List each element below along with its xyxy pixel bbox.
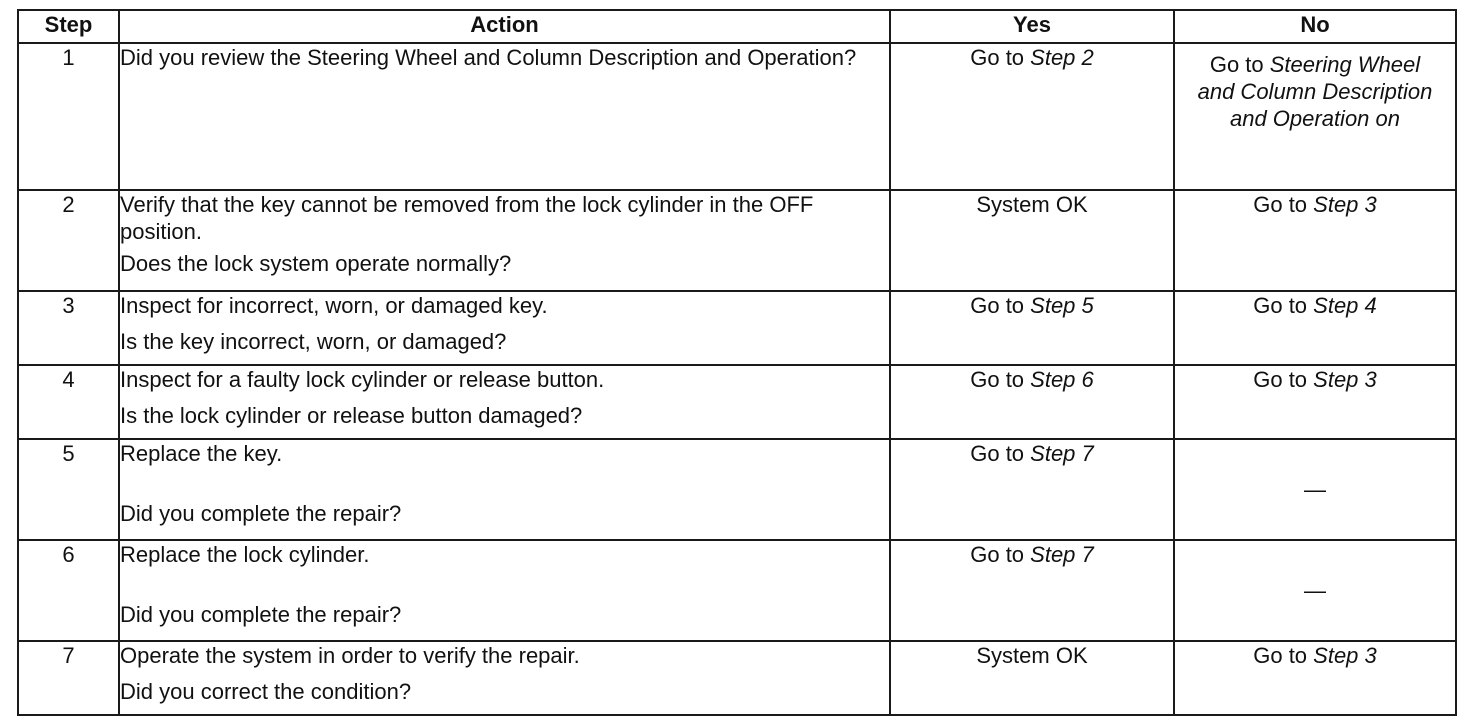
- yes-cell: [890, 641, 1174, 715]
- action-cell: [119, 641, 890, 715]
- step-number: 1: [18, 43, 119, 190]
- no-step-link[interactable]: Step 3: [1313, 367, 1377, 392]
- action-cell: [119, 439, 890, 540]
- yes-cell: [890, 190, 1174, 291]
- yes-step-link[interactable]: Step 5: [1030, 293, 1094, 318]
- yes-cell: [890, 365, 1174, 439]
- table-row: [18, 439, 1456, 540]
- no-dash: —: [1304, 477, 1326, 502]
- no-step-link[interactable]: Step 3: [1313, 643, 1377, 668]
- table-row: [18, 43, 1456, 190]
- yes-cell: [890, 439, 1174, 540]
- table-row: [18, 190, 1456, 291]
- yes-step-link[interactable]: Step 2: [1030, 45, 1094, 70]
- no-cell: [1174, 190, 1456, 291]
- yes-prefix: Go to: [970, 542, 1031, 567]
- action-cell: [119, 365, 890, 439]
- action-text: Inspect for a faulty lock cylinder or release button.: [120, 367, 605, 392]
- yes-step-link[interactable]: Step 7: [1030, 542, 1094, 567]
- header-action: Action: [119, 10, 890, 43]
- table-row: [18, 540, 1456, 641]
- table-row: [18, 641, 1456, 715]
- no-cell: [1174, 540, 1456, 641]
- action-question: Did you correct the condition?: [120, 679, 412, 704]
- yes-step-link[interactable]: Step 7: [1030, 441, 1094, 466]
- step-number: 4: [18, 365, 119, 439]
- yes-prefix: System OK: [976, 643, 1088, 668]
- action-cell: [119, 291, 890, 365]
- step-number: 7: [18, 641, 119, 715]
- no-step-link[interactable]: Step 3: [1313, 192, 1377, 217]
- action-cell: [119, 190, 890, 291]
- action-cell: [119, 540, 890, 641]
- yes-prefix: Go to: [970, 367, 1031, 392]
- action-question: Is the key incorrect, worn, or damaged?: [120, 329, 507, 354]
- action-text: Operate the system in order to verify the repair.: [120, 643, 580, 668]
- no-prefix: Go to: [1253, 367, 1314, 392]
- yes-cell: [890, 291, 1174, 365]
- yes-prefix: Go to: [970, 293, 1031, 318]
- no-dash: —: [1304, 578, 1326, 603]
- no-cell: [1174, 43, 1456, 190]
- action-text: Inspect for incorrect, worn, or damaged key.: [120, 293, 548, 318]
- no-prefix: Go to: [1253, 643, 1314, 668]
- diagnostic-table: [17, 9, 1457, 716]
- yes-prefix: Go to: [970, 441, 1031, 466]
- yes-cell: [890, 540, 1174, 641]
- action-question: Does the lock system operate normally?: [120, 251, 512, 276]
- step-number: 2: [18, 190, 119, 291]
- yes-prefix: System OK: [976, 192, 1088, 217]
- no-cell: [1174, 641, 1456, 715]
- no-step-link[interactable]: Step 4: [1313, 293, 1377, 318]
- no-cell: [1174, 365, 1456, 439]
- header-yes: Yes: [890, 10, 1174, 43]
- action-text: Replace the key.: [120, 441, 283, 466]
- header-step: Step: [18, 10, 119, 43]
- action-text: Did you review the Steering Wheel and Column Description and Operation?: [120, 45, 857, 70]
- table-row: [18, 365, 1456, 439]
- no-prefix: Go to: [1253, 192, 1314, 217]
- action-question: Did you complete the repair?: [120, 501, 402, 526]
- action-question: Did you complete the repair?: [120, 602, 402, 627]
- no-cell: [1174, 439, 1456, 540]
- yes-prefix: Go to: [970, 45, 1031, 70]
- header-no: No: [1174, 10, 1456, 43]
- no-cell: [1174, 291, 1456, 365]
- action-text: Verify that the key cannot be removed from the lock cylinder in the OFF position.: [120, 192, 814, 244]
- step-number: 6: [18, 540, 119, 641]
- yes-step-link[interactable]: Step 6: [1030, 367, 1094, 392]
- action-question: Is the lock cylinder or release button damaged?: [120, 403, 583, 428]
- step-number: 5: [18, 439, 119, 540]
- no-prefix: Go to: [1209, 52, 1270, 77]
- table-header-row: [18, 10, 1456, 43]
- step-number: 3: [18, 291, 119, 365]
- action-cell: [119, 43, 890, 190]
- table-row: [18, 291, 1456, 365]
- action-text: Replace the lock cylinder.: [120, 542, 370, 567]
- yes-cell: [890, 43, 1174, 190]
- no-step-link[interactable]: Steering Wheel and Column Description and Operation on: [1197, 52, 1433, 131]
- no-prefix: Go to: [1253, 293, 1314, 318]
